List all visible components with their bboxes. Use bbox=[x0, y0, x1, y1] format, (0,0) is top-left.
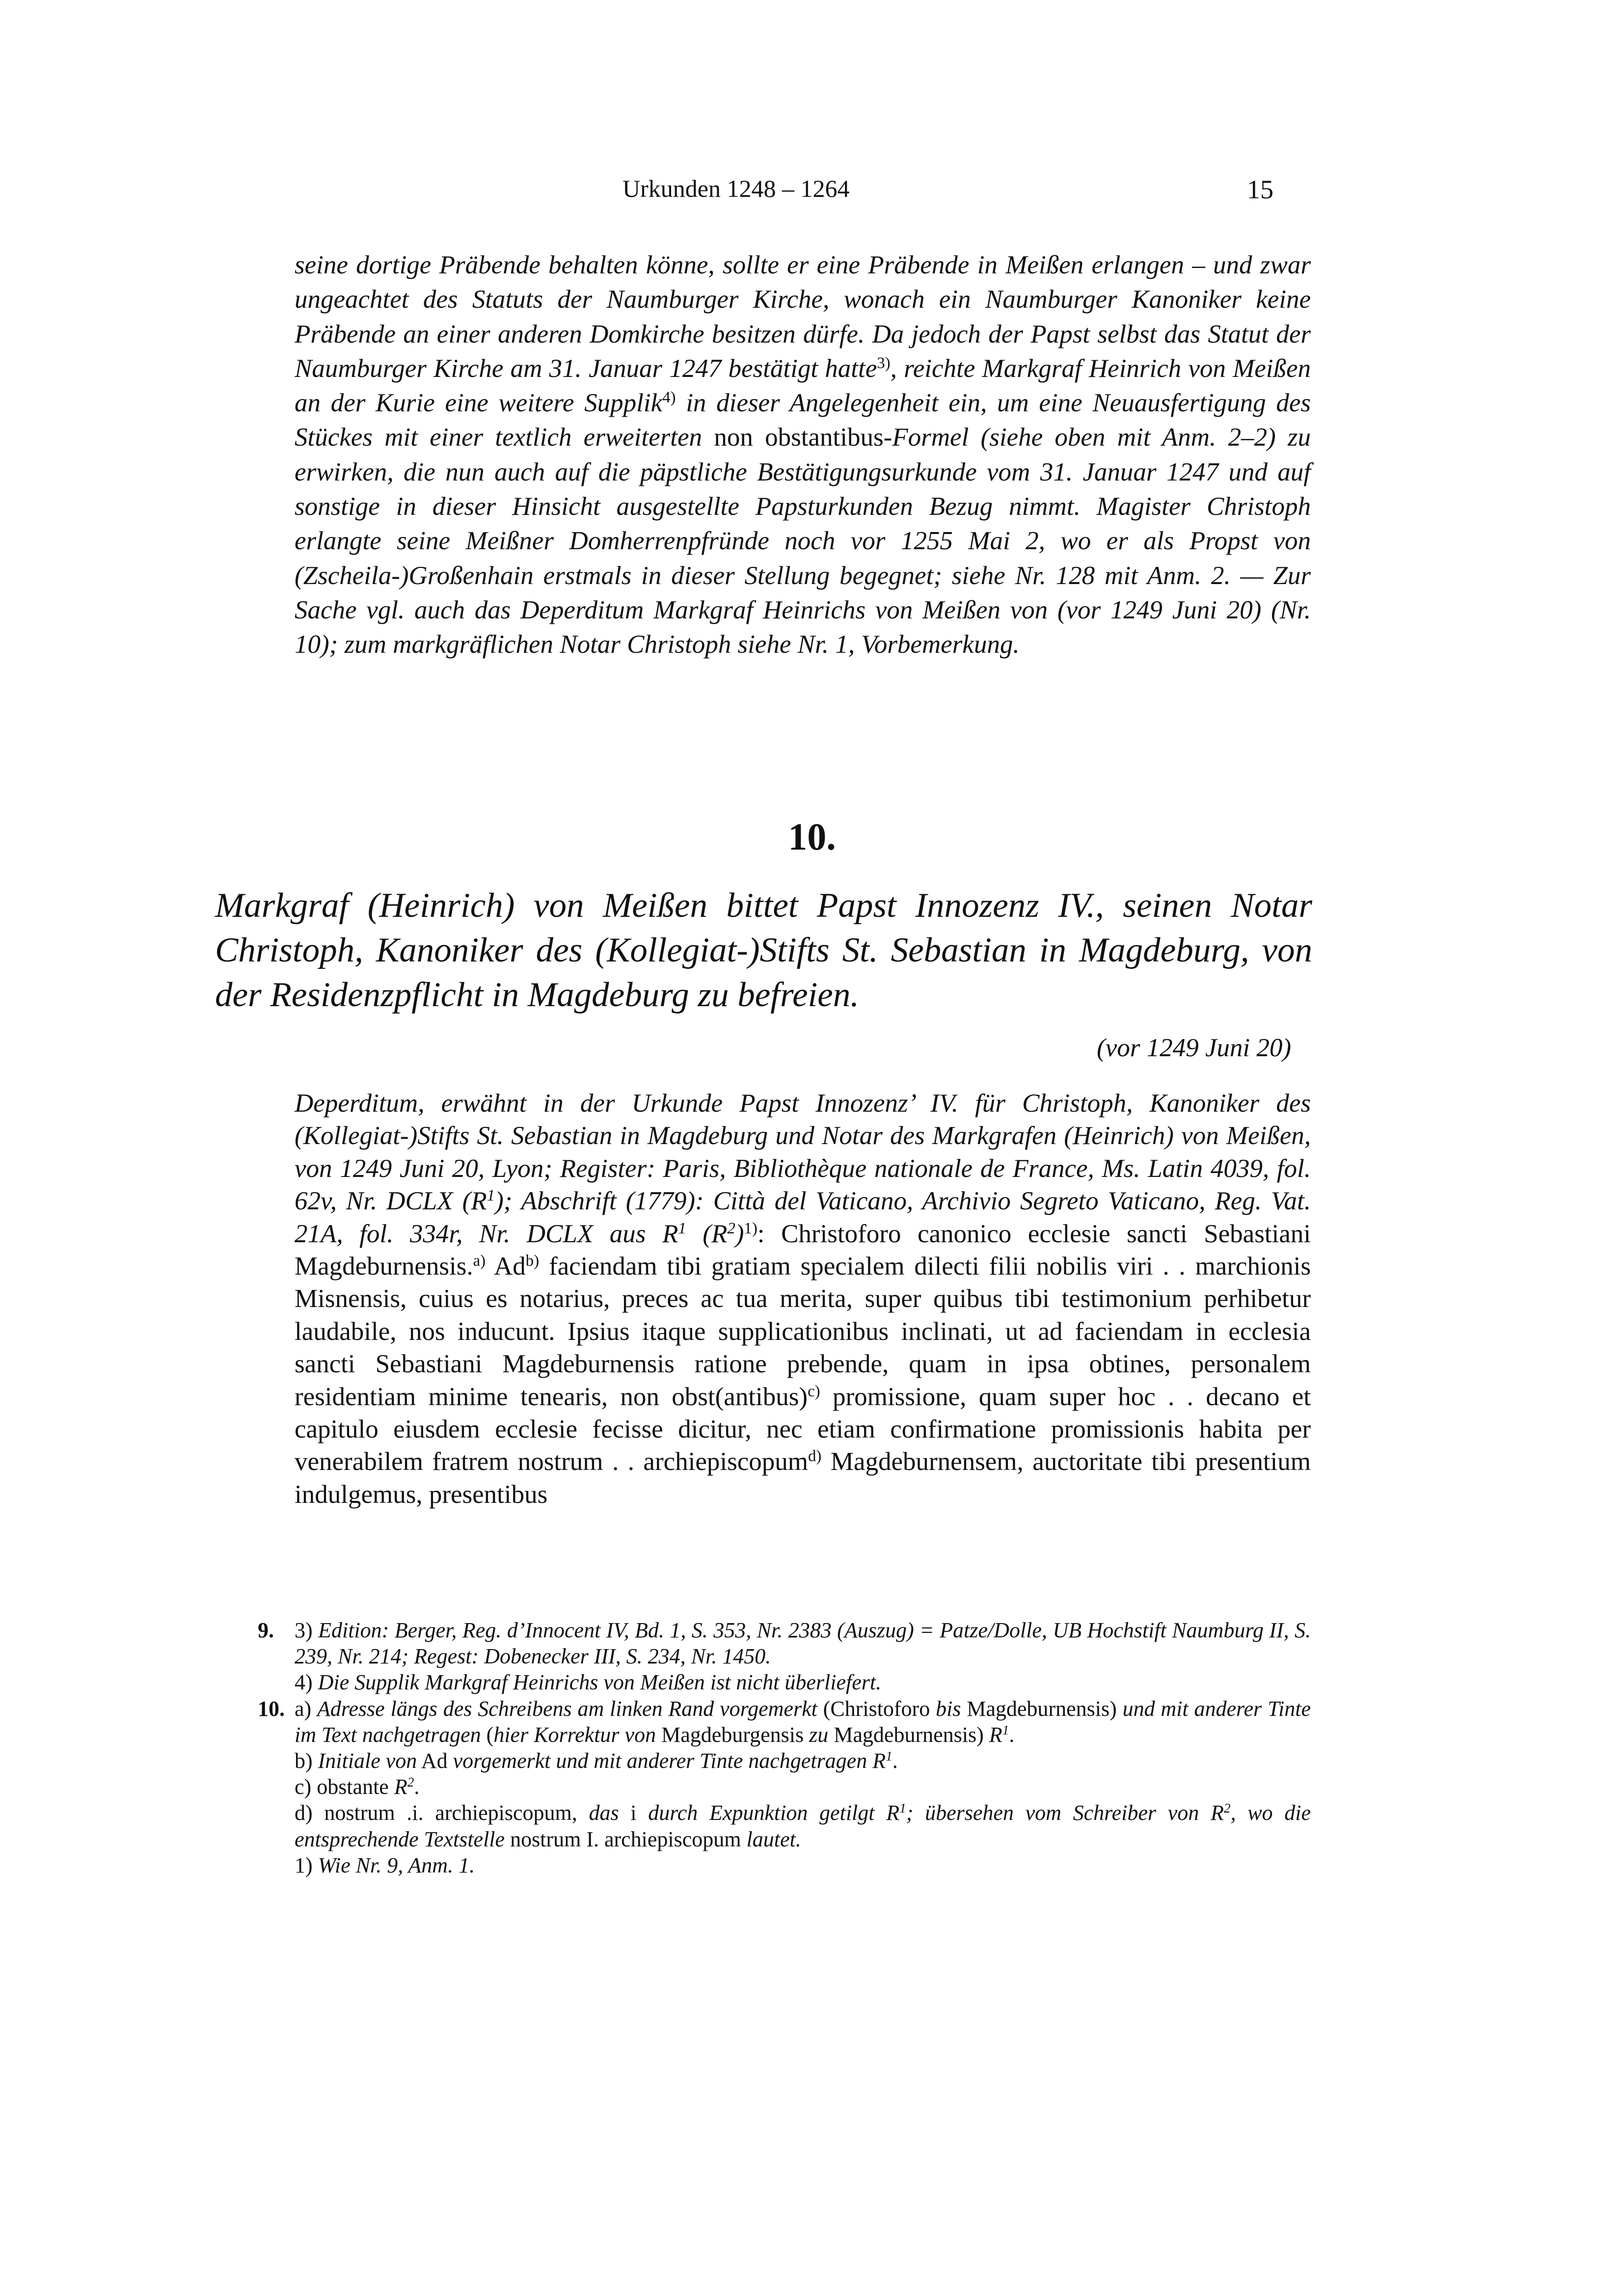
note-text: hier Korrektur von bbox=[493, 1722, 656, 1747]
note-text: obstante bbox=[317, 1775, 394, 1799]
intro-text-4: -Formel (siehe oben mit Anm. 2–2) zu erwirken, die nun auch auf die päpstliche Bestätigungsurkunde vom 31. Januar 1247 und auf sonstige in dieser Hinsicht ausgestellte Papsturkunden Bezug nimmt. Magister Christoph erlangte seine Meißner Domherrenpfründe noch vor 1255 Mai 2, wo er als Propst von (Zscheila-)Großenhain erstmals in dieser Stellung begegnet; siehe Nr. 128 mit Anm. 2. — Zur Sache vgl. auch das Deperditum Markgraf Heinrichs von Meißen von (vor 1249 Juni 20) (Nr. 10); zum markgräflichen Notar Christoph siehe Nr. 1, Vorbemerkung. bbox=[295, 423, 1311, 659]
note-text: lautet. bbox=[746, 1827, 801, 1851]
note-text: Adresse längs des Schreibens am linken Rand vorgemerkt bbox=[317, 1696, 817, 1721]
notes-doc-9 bbox=[258, 1617, 1311, 1696]
note-text: das bbox=[589, 1801, 619, 1825]
note-text: und mit anderer Tinte im Text nachgetragen bbox=[295, 1696, 1311, 1747]
notes-label-10: 10. bbox=[258, 1696, 285, 1721]
footnote-ref-c: c) bbox=[808, 1382, 820, 1400]
latin-text-2: Ad bbox=[486, 1252, 526, 1281]
note-text: bis bbox=[936, 1696, 961, 1721]
note-number: 3) bbox=[295, 1618, 319, 1642]
siglum-r1-b: 1 bbox=[678, 1219, 686, 1237]
note-siglum-index: 1 bbox=[899, 1801, 906, 1816]
note-text: , wo die entsprechende Textstelle bbox=[295, 1801, 1311, 1851]
description-3: (R bbox=[686, 1219, 728, 1248]
document-text bbox=[295, 1087, 1311, 1511]
note-text: vorgemerkt und mit anderer Tinte nachgetragen R bbox=[453, 1749, 886, 1773]
footnote-ref-3: 3) bbox=[877, 354, 891, 372]
commentary-paragraph bbox=[295, 248, 1311, 662]
note-siglum-index: 2 bbox=[1223, 1801, 1231, 1816]
latin-text-5: Magdeburnensem, auctoritate tibi presentium indulgemus, presentibus bbox=[295, 1447, 1311, 1509]
notes-doc-10 bbox=[258, 1696, 1311, 1878]
note-text: Wie Nr. 9, Anm. 1. bbox=[318, 1853, 475, 1877]
note-text: Ad bbox=[417, 1749, 453, 1773]
note-text: Die Supplik Markgraf Heinrichs von Meißen ist nicht überliefert. bbox=[318, 1670, 882, 1695]
note-text: . bbox=[414, 1775, 420, 1799]
note-c bbox=[295, 1774, 1311, 1800]
footnotes bbox=[258, 1617, 1311, 1878]
note-text: nostrum I. archiepiscopum bbox=[505, 1827, 747, 1851]
intro-text-3: in dieser Angelegenheit ein, um eine Neuausfertigung des Stückes mit einer textlich erweiterten bbox=[295, 389, 1311, 452]
regest-heading: Markgraf (Heinrich) von Meißen bittet Papst Innozenz IV., seinen Notar Christoph, Kanoniker des (Kollegiat-)Stifts St. Sebastian in Magdeburg, von der Residenzpflicht in Magdeburg zu befreien. bbox=[215, 886, 1312, 1014]
description-4: ) bbox=[735, 1219, 744, 1248]
note-text: nostrum .i. archiepiscopum, bbox=[324, 1801, 589, 1825]
footnote-ref-4: 4) bbox=[662, 389, 676, 407]
note-text: (Christoforo bbox=[817, 1696, 936, 1721]
note-letter: d) bbox=[295, 1801, 325, 1825]
note-siglum-index: 1 bbox=[886, 1749, 893, 1764]
description-1: Deperditum, erwähnt in der Urkunde Papst Innozenz’ IV. für Christoph, Kanoniker des (Kollegiat-)Stifts St. Sebastian in Magdeburg und Notar des Markgrafen (Heinrich) von Meißen, von 1249 Juni 20, Lyon; Register: Paris, Bibliothèque nationale de France, Ms. Latin 4039, fol. 62v, Nr. DCLX (R bbox=[295, 1089, 1311, 1216]
latin-text-3: faciendam tibi gratiam specialem dilecti filii nobilis viri . . marchionis Misnensis, cuius es notarius, preces ac tua merita, super quibus tibi testimonium perhibetur laudabile, nos inducunt. Ipsius itaque supplicationibus inclinati, ut ad faciendam in ecclesia sancti Sebastiani Magdeburnensis ratione prebende, quam in ipsa obtines, personalem residentiam minime tenearis, non obst(antibus) bbox=[295, 1252, 1311, 1411]
note-text: ( bbox=[481, 1722, 494, 1747]
note-text: Edition: Berger, Reg. d’Innocent IV, Bd. 1, S. 353, Nr. 2383 (Auszug) = Patze/Dolle, UB Hochstift Naumburg II, S. 239, Nr. 214; Regest: Dobenecker III, S. 234, Nr. 1450. bbox=[295, 1618, 1311, 1669]
document-date: (vor 1249 Juni 20) bbox=[1097, 1034, 1291, 1062]
latin-text-4: promissione, quam super hoc . . decano et capitulo eiusdem ecclesie fecisse dicitur, nec etiam confirmatione promissionis habita per venerabilem fratrem nostrum . . archiepiscopum bbox=[295, 1382, 1311, 1476]
running-head bbox=[0, 174, 1624, 209]
notes-label-9: 9. bbox=[258, 1618, 274, 1642]
note-letter: b) bbox=[295, 1749, 318, 1773]
document-number: 10. bbox=[788, 815, 836, 858]
note-text: zu bbox=[809, 1722, 829, 1747]
note-text: ; übersehen vom Schreiber von R bbox=[906, 1801, 1224, 1825]
note-text: Initiale von bbox=[318, 1749, 417, 1773]
note-letter: a) bbox=[295, 1696, 318, 1721]
note-text: Magdeburnensis) bbox=[961, 1696, 1123, 1721]
note-text: i bbox=[619, 1801, 649, 1825]
latin-formula: non obstantibus bbox=[714, 423, 884, 452]
footnote-ref-a: a) bbox=[473, 1252, 486, 1270]
description-2: ); Abschrift (1779): Città del Vaticano, Archivio Segreto Vaticano, Reg. Vat. 21A, fol. 334r, Nr. DCLX aus R bbox=[295, 1187, 1311, 1248]
note-text: . bbox=[1009, 1722, 1015, 1747]
latin-text-1: Christoforo canonico ecclesie sancti Sebastiani Magdeburnensis. bbox=[295, 1219, 1311, 1281]
intro-text-1: seine dortige Präbende behalten könne, sollte er eine Präbende in Meißen erlangen – und zwar ungeachtet des Statuts der Naumburger Kirche, wonach ein Naumburger Kanoniker keine Präbende an einer anderen Domkirche besitzen dürfe. Da jedoch der Papst selbst das Statut der Naumburger Kirche am 31. Januar 1247 bestätigt hatte bbox=[295, 251, 1311, 383]
running-head-title: Urkunden 1248 – 1264 bbox=[623, 175, 850, 202]
siglum-r1: 1 bbox=[487, 1187, 495, 1205]
footnote-ref-d: d) bbox=[808, 1447, 822, 1466]
note-text: durch Expunktion getilgt R bbox=[648, 1801, 900, 1825]
page-number: 15 bbox=[1247, 175, 1273, 204]
note-text: . bbox=[892, 1749, 898, 1773]
footnote-ref-1: 1) bbox=[744, 1219, 758, 1237]
note-text: Magdeburgensis bbox=[656, 1722, 810, 1747]
note-siglum: R bbox=[394, 1775, 407, 1799]
footnote-ref-b: b) bbox=[525, 1252, 540, 1270]
note-siglum-index: 1 bbox=[1002, 1722, 1009, 1737]
note-number: 1) bbox=[295, 1853, 318, 1877]
intro-text-2: , reichte Markgraf Heinrich von Meißen an der Kurie eine weitere Supplik bbox=[295, 354, 1311, 418]
note-siglum: R bbox=[989, 1722, 1002, 1747]
note-d bbox=[295, 1800, 1311, 1852]
note-1 bbox=[295, 1852, 1311, 1878]
note-a bbox=[295, 1696, 1311, 1748]
note-letter: c) bbox=[295, 1775, 317, 1799]
siglum-r2: 2 bbox=[727, 1219, 735, 1237]
note-siglum-index: 2 bbox=[407, 1775, 414, 1790]
colon: : bbox=[757, 1219, 782, 1248]
note-text: Magdeburnensis) bbox=[828, 1722, 989, 1747]
note-b bbox=[295, 1748, 1311, 1774]
note-number: 4) bbox=[295, 1670, 318, 1695]
